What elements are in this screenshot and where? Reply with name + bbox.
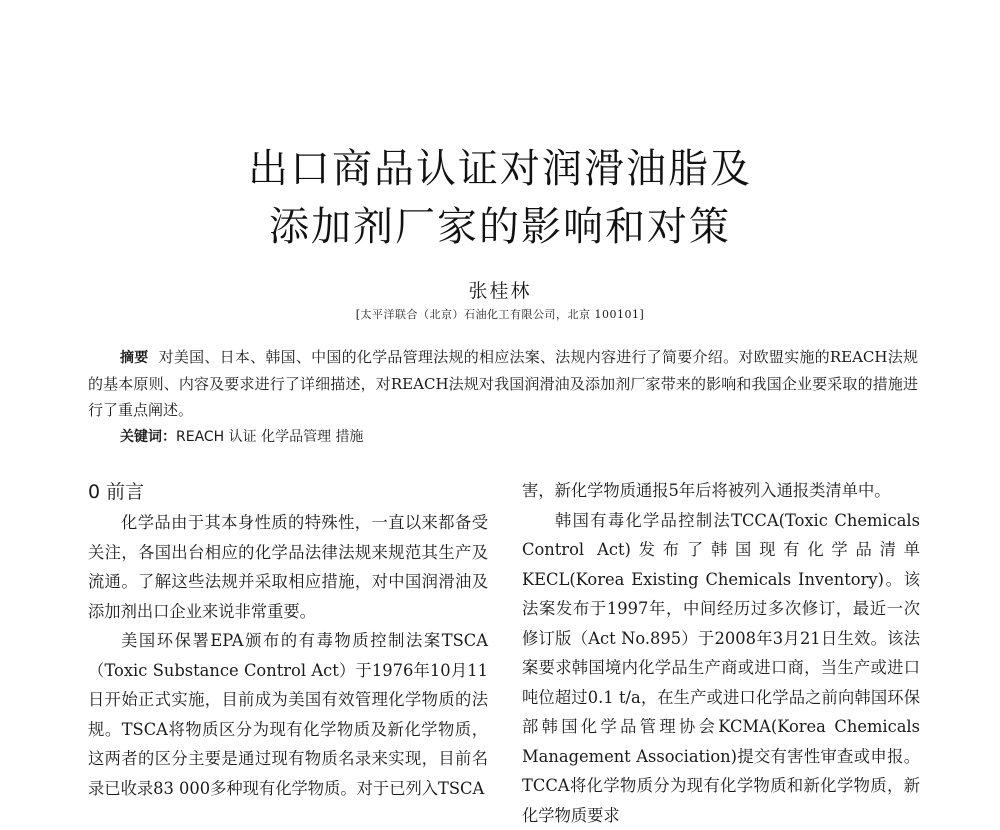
keywords-text: REACH 认证 化学品管理 措施	[176, 429, 364, 445]
section-heading-introduction: 0 前言	[88, 476, 488, 508]
keywords-line	[120, 426, 364, 446]
abstract-text: 对美国、日本、韩国、中国的化学品管理法规的相应法案、法规内容进行了简要介绍。对欧盟实施的REACH法规的基本原则、内容及要求进行了详细描述，对REACH法规对我国润滑油及添加剂厂家带来的影响和我国企业要采取的措施进行了重点阐述。	[88, 348, 918, 419]
body-paragraph: 韩国有毒化学品控制法TCCA(Toxic Chemicals Control Act)发布了韩国现有化学品清单KECL(Korea Existing Chemicals Inventory)。该法案发布于1997年，中间经历过多次修订，最近一次修订版（Act No.895）于2008年3月21日生效。该法案要求韩国境内化学品生产商或进口商，当生产或进口吨位超过0.1 t/a，在生产或进口化学品之前向韩国环保部韩国化学品管理协会KCMA(Korea Chemicals Management Association)提交有害性审查或申报。 TCCA将化学物质分为现有化学物质和新化学物质，新化学物质要求	[522, 506, 920, 830]
author-affiliation: [太平洋联合（北京）石油化工有限公司，北京 100101]	[0, 306, 1000, 322]
author-name: 张桂林	[0, 276, 1000, 303]
body-paragraph: 化学品由于其本身性质的特殊性，一直以来都备受关注，各国出台相应的化学品法律法规来规范其生产及流通。了解这些法规并采取相应措施，对中国润滑油及添加剂出口企业来说非常重要。	[88, 508, 488, 626]
body-paragraph: 害，新化学物质通报5年后将被列入通报类清单中。	[522, 476, 920, 506]
left-column	[88, 476, 488, 803]
right-column	[522, 476, 920, 830]
abstract-block	[88, 344, 918, 423]
article-title-line-2: 添加剂厂家的影响和对策	[0, 198, 1000, 256]
abstract-label: 摘要	[120, 350, 149, 366]
abstract-paragraph	[88, 344, 918, 423]
article-title-line-1: 出口商品认证对润滑油脂及	[0, 140, 1000, 198]
body-paragraph: 美国环保署EPA颁布的有毒物质控制法案TSCA（Toxic Substance Control Act）于1976年10月11日开始正式实施，目前成为美国有效管理化学物质的法规。TSCA将物质区分为现有化学物质及新化学物质，这两者的区分主要是通过现有物质名录来实现，目前名录已收录83 000多种现有化学物质。对于已列入TSCA	[88, 626, 488, 803]
keywords-label: 关键词：	[120, 429, 176, 445]
